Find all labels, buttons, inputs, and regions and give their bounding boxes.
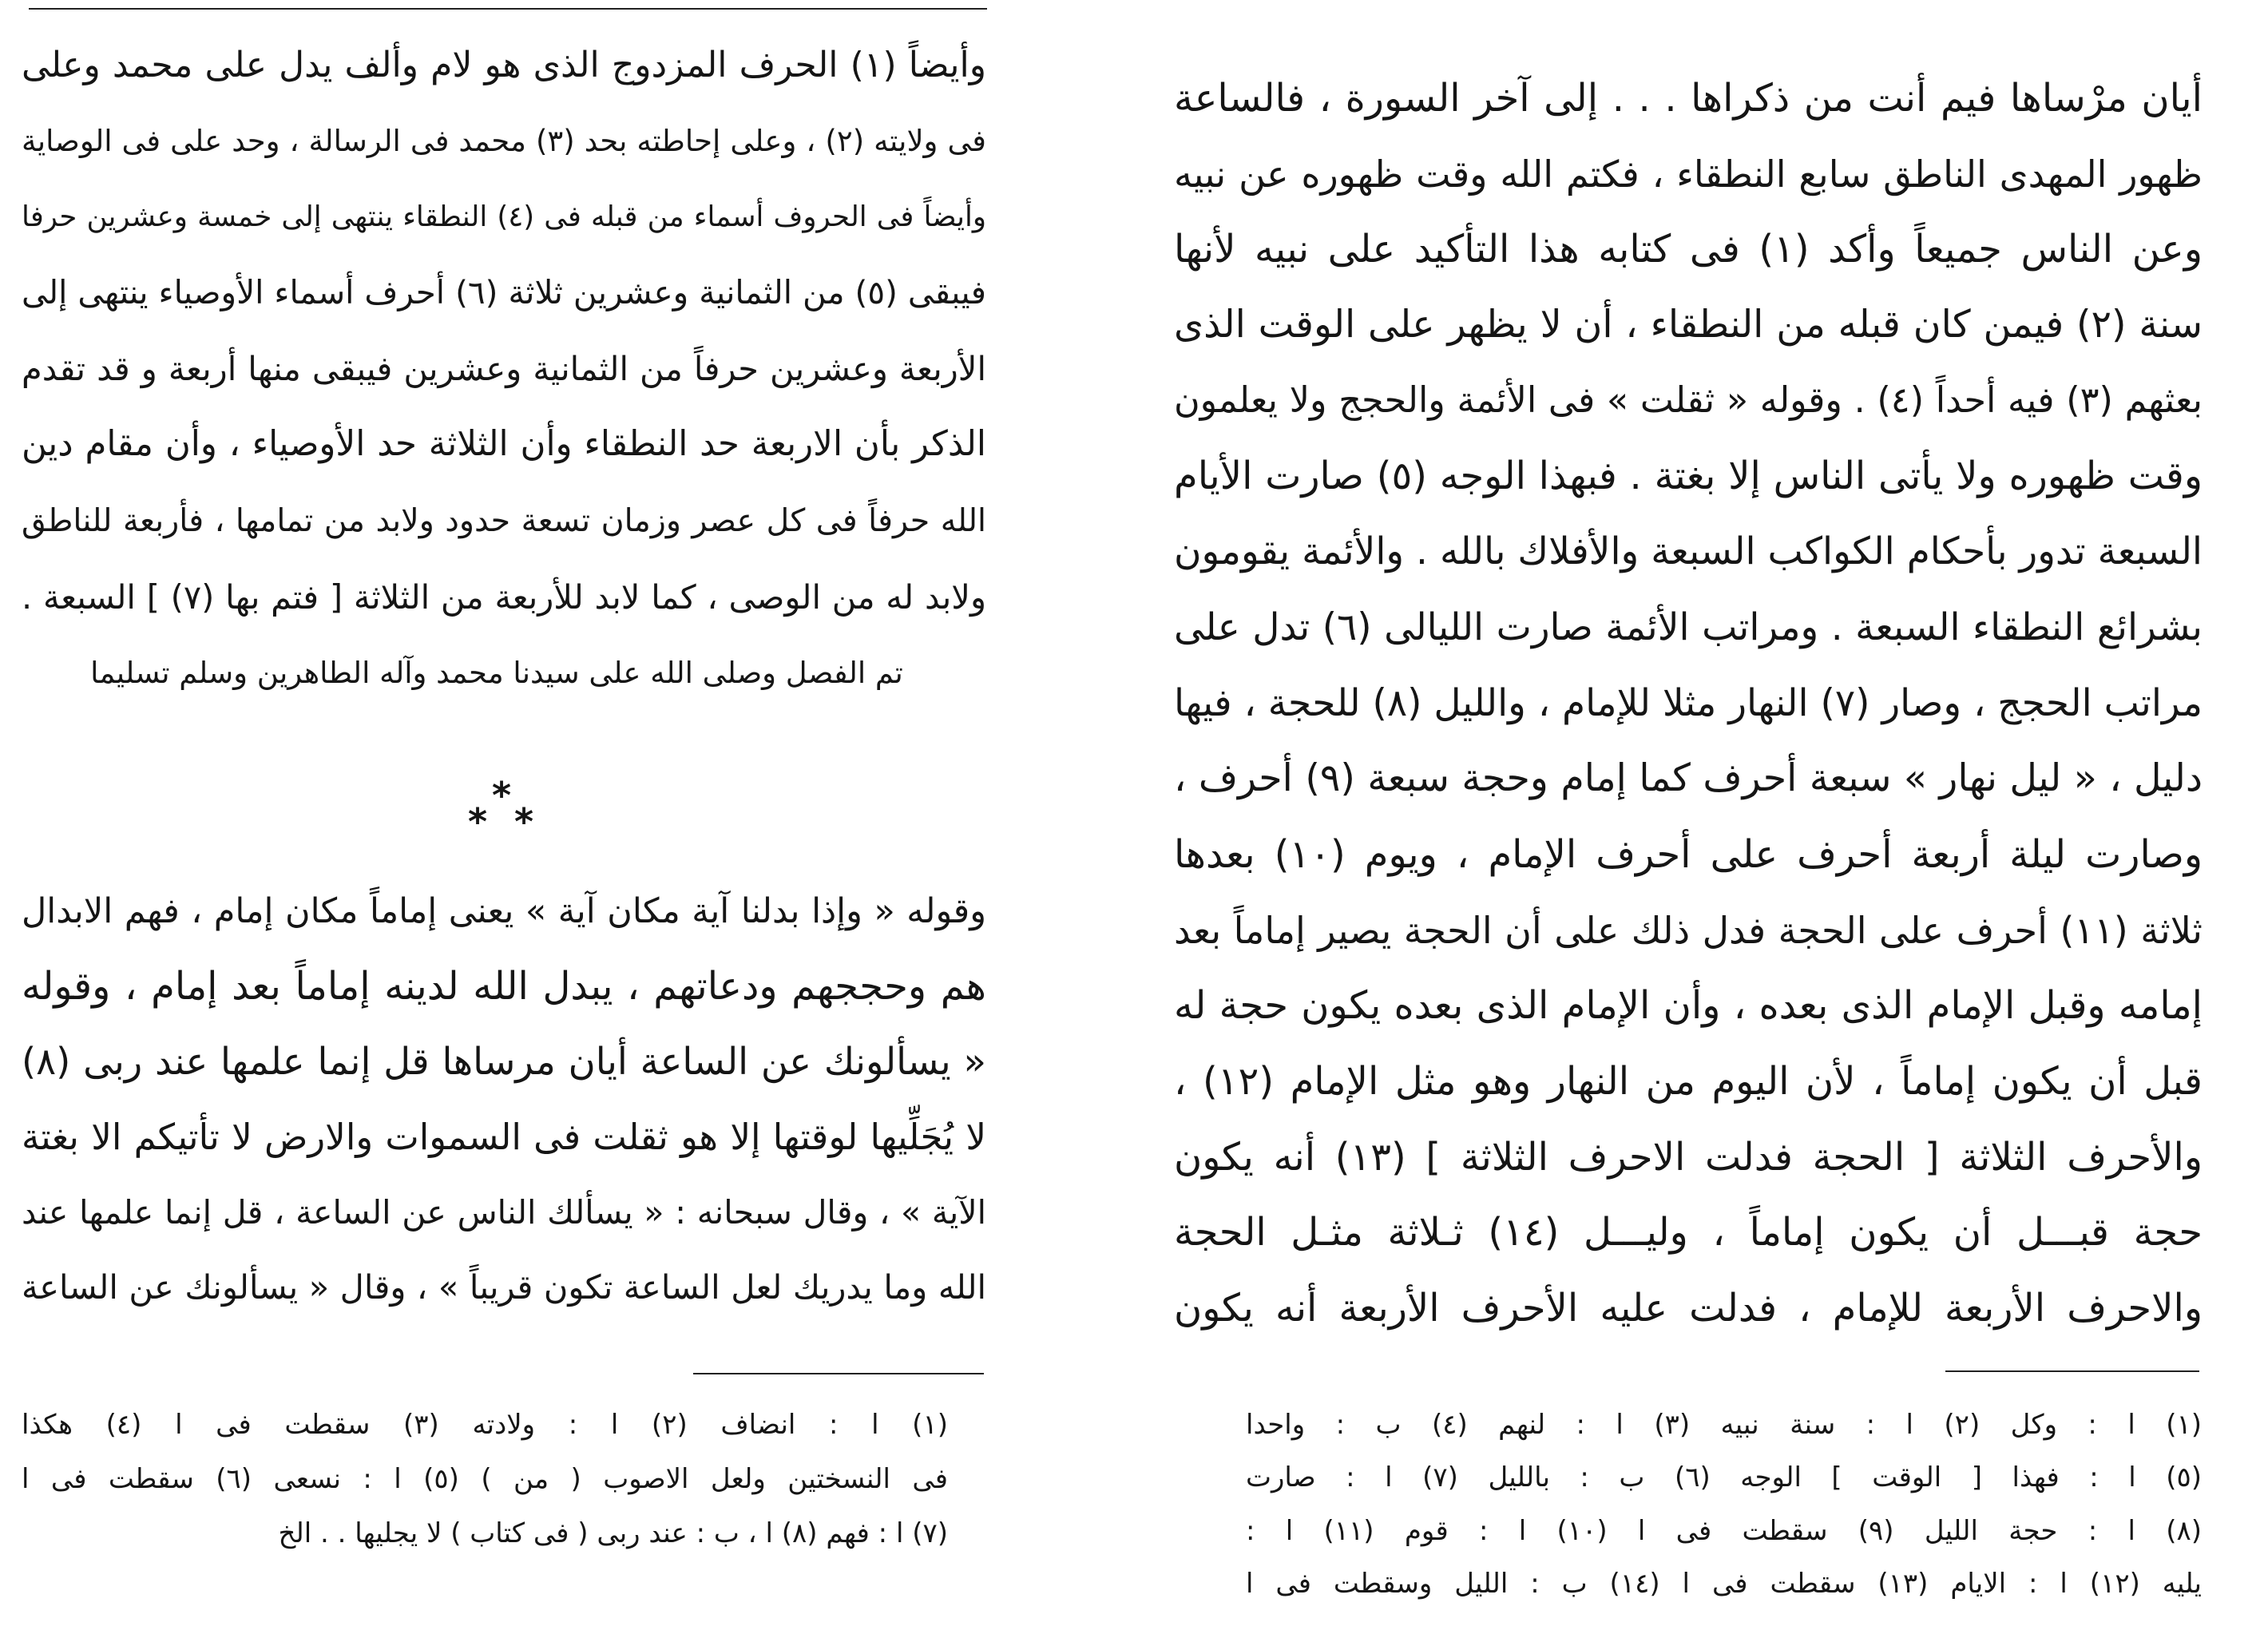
body-line: وأيضاً فى الحروف أسماء من قبله فى (٤) النطقاء ينتهى إلى خمسة وعشرين حرفا [22,200,986,234]
ornament-star: * [468,800,488,843]
left-section-1 [22,27,986,711]
body-line: ولابد له من الوصى ، كما لابد للأربعة من الثلاثة [ فتم بها (٧) ] السبعة . [22,577,986,617]
footnote-line: (١) ا : انضاف (٢) ا : ولادته (٣) سقطت فى ا (٤) هكذا [22,1409,948,1441]
body-line: « يسألونك عن الساعة أيان مرساها قل إنما علمها عند ربى (٨) [22,1040,986,1084]
body-line: وأيضاً (١) الحرف المزدوج الذى هو لام وألف يدل على محمد وعلى [22,45,986,85]
footnote-line: (٨) ا : حجة الليل (٩) سقطت فى ا (١٠) ا : قوم (١١) ا : [1246,1514,2202,1547]
footnote-line: فى النسختين ولعل الاصوب ( من ) (٥) ا : نسعى (٦) سقطت فى ا [22,1463,948,1495]
body-line: وقوله « وإذا بدلنا آية مكان آية » يعنى إماماً مكان إمام ، فهم الابدال [22,891,986,931]
body-line: لا يُجَلِّيها لوقتها إلا هو ثقلت فى السموات والارض لا تأتيكم الا بغتة [22,1115,986,1158]
body-line: سنة (٢) فيمن كان قبله من النطقاء ، أن لا يظهر على الوقت الذى [1174,303,2203,347]
body-line: وقت ظهوره ولا يأتى الناس إلا بغتة . فبهذا الوجه (٥) صارت الأيام [1174,454,2203,499]
body-line: قبل أن يكون إماماً ، لأن اليوم من النهار وهو مثل الإمام (١٢) ، [1174,1058,2203,1104]
body-line: هم وحججهم ودعاتهم ، يبدل الله لدينه إماماً بعد إمام ، وقوله [22,964,986,1009]
footnote-separator [693,1373,984,1374]
right-footnotes [1246,1398,2202,1611]
ornament-star: * [492,774,512,817]
body-line: الأربعة وعشرين حرفاً من الثمانية وعشرين فيبقى منها أربعة و قد تقدم [22,349,986,389]
ornament-star: * [514,800,534,843]
footnote-line: يليه (١٢) ا : الايام (١٣) سقطت فى ا (١٤) ب : الليل وسقطت فى ا [1246,1568,2202,1600]
right-page [1134,0,2268,1642]
body-line: إمامه وقبل الإمام الذى بعده ، وأن الإمام الذى بعده يكون حجة له [1174,983,2203,1029]
left-page [0,0,1118,1642]
body-line: بعثهم (٣) فيه أحداً (٤) . وقوله « ثقلت » فى الأئمة والحجج ولا يعلمون [1174,379,2203,421]
body-line: فيبقى (٥) من الثمانية وعشرين ثلاثة (٦) أحرف أسماء الأوصياء ينتهى إلى [22,273,986,312]
body-line: فى ولايته (٢) ، وعلى إحاطته بحد (٣) محمد فى الرسالة ، وحد على فى الوصاية [22,124,986,159]
body-line: الله وما يدريك لعل الساعة تكون قريباً » ، وقال « يسألونك عن الساعة [22,1267,986,1307]
body-line: أيان مرْساها فيم أنت من ذكراها . . . إلى آخر السورة ، فالساعة [1174,76,2203,121]
right-body-text [1174,61,2203,1347]
left-footnotes [22,1398,948,1561]
body-line: مراتب الحجج ، وصار (٧) النهار مثلا للإمام ، والليل (٨) للحجة ، فيها [1174,680,2203,725]
left-section-2 [22,874,986,1325]
body-line: الله حرفاً فى كل عصر وزمان تسعة حدود ولابد من تمامها ، فأربعة للناطق [22,502,986,539]
page-top-rule [29,8,987,10]
body-line: السبعة تدور بأحكام الكواكب السبعة والأفلاك بالله . والأئمة يقومون [1174,529,2203,574]
body-line: الآية » ، وقال سبحانه : « يسألك الناس عن الساعة ، قل إنما علمها عند [22,1192,986,1232]
body-line: دليل ، « ليل نهار » سبعة أحرف كما إمام وحجة سبعة (٩) أحرف ، [1174,756,2203,801]
section-closing-line: تم الفصل وصلى الله على سيدنا محمد وآله الطاهرين وسلم تسليما [90,655,903,690]
body-line: وعن الناس جميعاً وأكد (١) فى كتابه هذا التأكيد على نبيه لأنها [1174,227,2203,272]
footnote-line: (٥) ا : فهذا [ الوقت ] الوجه (٦) ب : بالليل (٧) ا : صارت [1246,1462,2202,1494]
body-line: والاحرف الأربعة للإمام ، فدلت عليه الأحرف الأربعة أنه يكون [1174,1286,2203,1331]
body-line: ظهور المهدى الناطق سابع النطقاء ، فكتم الله وقت ظهوره عن نبيه [1174,152,2203,196]
body-line: ثلاثة (١١) أحرف على الحجة فدل ذلك على أن الحجة يصير إماماً بعد [1174,908,2203,952]
body-line: بشرائع النطقاء السبعة . ومراتب الأئمة صارت الليالى (٦) تدل على [1174,605,2203,649]
body-line: وصارت ليلة أربعة أحرف على أحرف الإمام ، ويوم (١٠) بعدها [1174,831,2203,877]
footnote-line: (٧) ا : فهم (٨) ا ، ب : عند ربى ( فى كتاب ) لا يجليها . . الخ [278,1517,948,1549]
footnote-separator [1945,1370,2199,1372]
body-line: حجة قبـــل أن يكون إماماً ، وليـــل (١٤) ثـلاثة مثـل الحجة [1174,1210,2203,1255]
footnote-line: (١) ا : وكل (٢) ا : سنة نبيه (٣) ا : لنهم (٤) ب : واحدا [1246,1409,2202,1441]
body-line: والأحرف الثلاثة [ الحجة فدلت الاحرف الثلاثة ] (١٣) أنه يكون [1174,1134,2203,1180]
body-line: الذكر بأن الاربعة حد النطقاء وأن الثلاثة حد الأوصياء ، وأن مقام دين [22,424,986,465]
